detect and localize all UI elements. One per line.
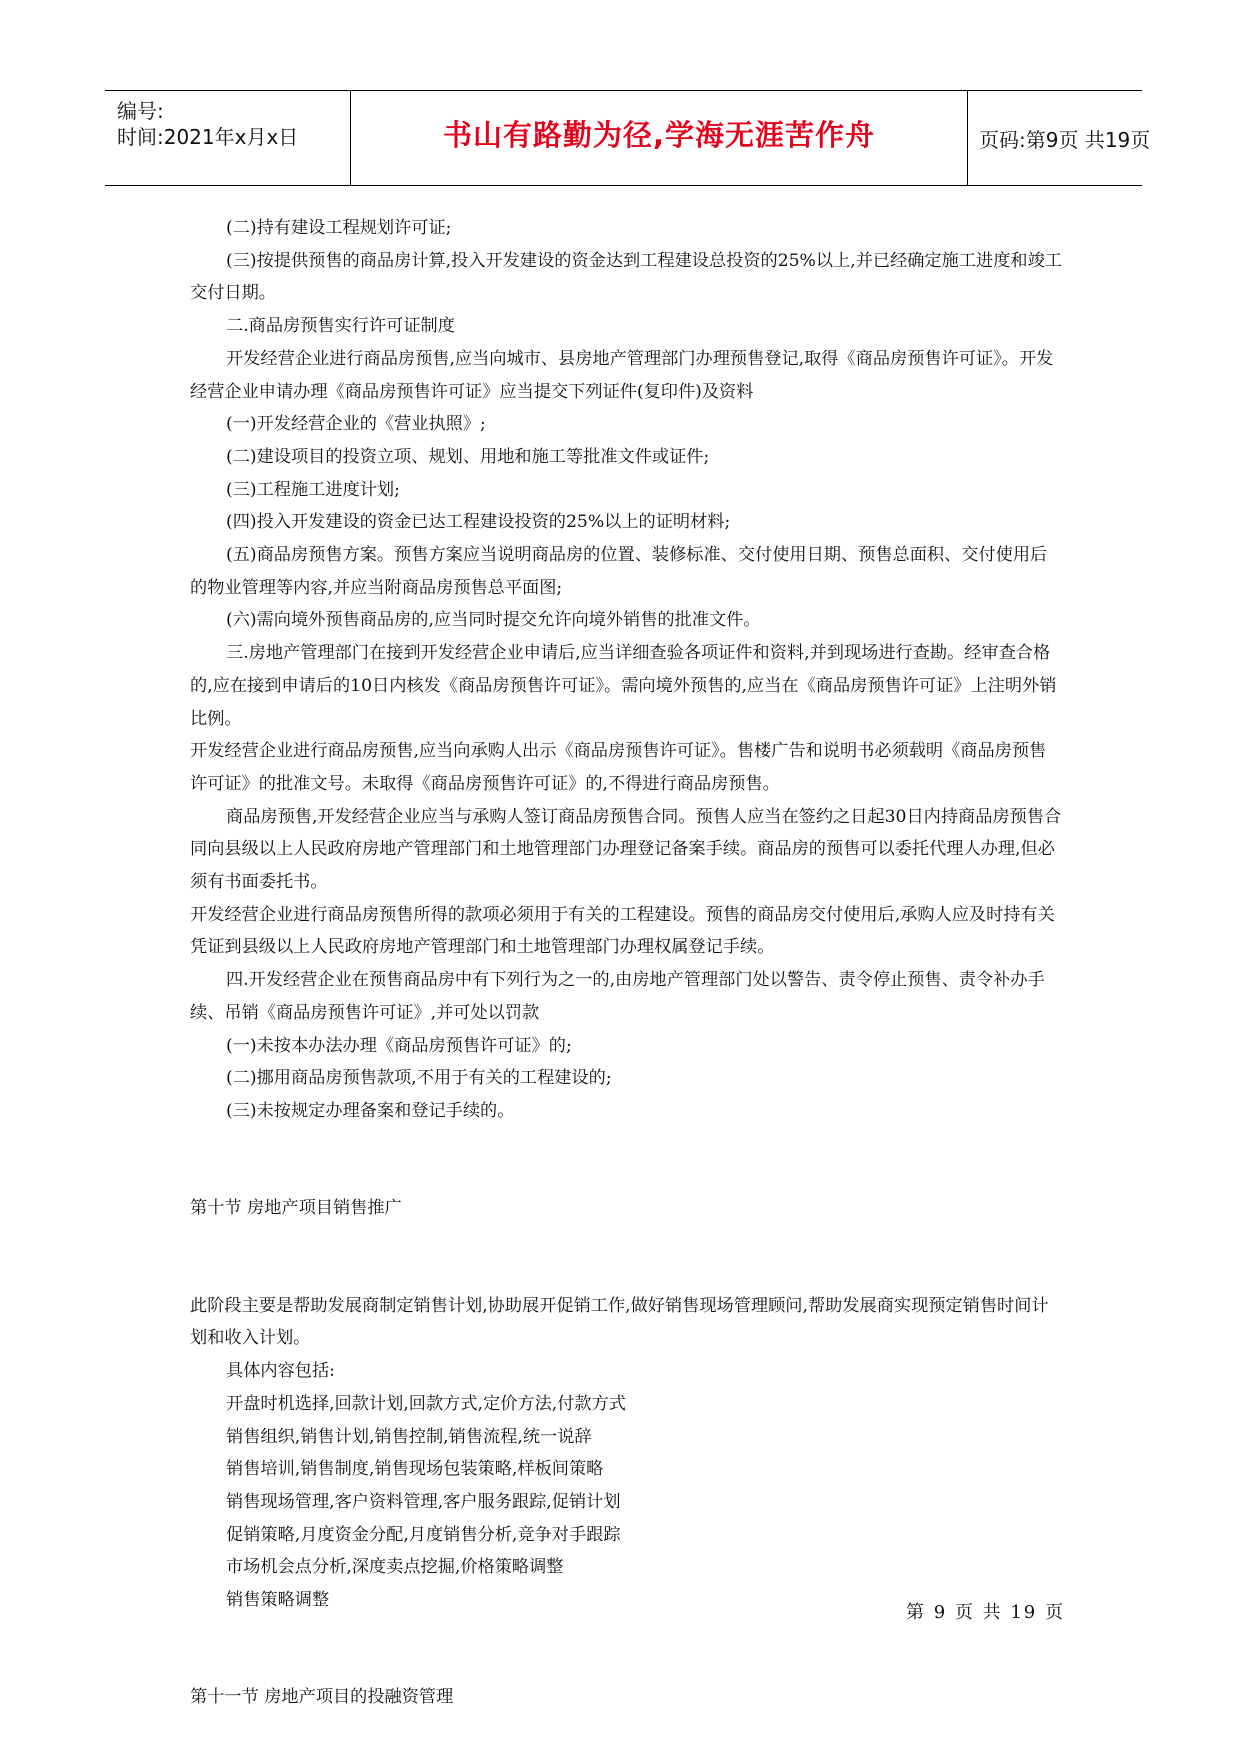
- body-paragraph: 第十一节 房地产项目的投融资管理: [190, 1687, 454, 1708]
- body-paragraph: 开盘时机选择,回款计划,回款方式,定价方法,付款方式: [226, 1393, 626, 1414]
- body-paragraph: 促销策略,月度资金分配,月度销售分析,竞争对手跟踪: [226, 1524, 621, 1545]
- blank-line: [190, 1633, 1062, 1666]
- header-page-label: 页码:第9页 共19页: [979, 128, 1151, 152]
- body-paragraph: (二)持有建设工程规划许可证;: [226, 218, 452, 238]
- body-paragraph: (一)未按本办法办理《商品房预售许可证》的;: [226, 1035, 572, 1056]
- blank-line: [190, 1241, 1062, 1274]
- body-paragraph: (一)开发经营企业的《营业执照》;: [226, 414, 486, 435]
- body-paragraph: 此阶段主要是帮助发展商制定销售计划,协助展开促销工作,做好销售现场管理顾问,帮助发展商实现预定销售时间计划和收入计划。: [190, 1295, 1049, 1349]
- header-info-cell: [117, 91, 357, 185]
- body-paragraph: (三)未按规定办理备案和登记手续的。: [226, 1100, 515, 1121]
- header-number-label: 编号:: [117, 99, 164, 123]
- body-paragraph: 三.房地产管理部门在接到开发经营企业申请后,应当详细查验各项证件和资料,并到现场进行查勘。经审查合格的,应在接到申请后的10日内核发《商品房预售许可证》。需向境外预售的,应当在《商品房预售许可证》上注明外销比例。: [190, 643, 1057, 729]
- body-paragraph: 销售现场管理,客户资料管理,客户服务跟踪,促销计划: [226, 1491, 621, 1512]
- body-paragraph: (四)投入开发建设的资金已达工程建设投资的25%以上的证明材料;: [226, 512, 731, 533]
- body-paragraph: 四.开发经营企业在预售商品房中有下列行为之一的,由房地产管理部门处以警告、责令停止预售、责令补办手续、吊销《商品房预售许可证》,并可处以罚款: [190, 970, 1045, 1023]
- body-paragraph: 销售培训,销售制度,销售现场包装策略,样板间策略: [226, 1459, 604, 1480]
- body-paragraph: 市场机会点分析,深度卖点挖掘,价格策略调整: [226, 1557, 564, 1578]
- header-motto-cell: [350, 91, 968, 185]
- body-paragraph: 开发经营企业进行商品房预售,应当向城市、县房地产管理部门办理预售登记,取得《商品房预售许可证》。开发经营企业申请办理《商品房预售许可证》应当提交下列证件(复印件)及资料: [190, 348, 1054, 402]
- body-paragraph: (六)需向境外预售商品房的,应当同时提交允许向境外销售的批准文件。: [226, 610, 761, 631]
- body-paragraph: 销售组织,销售计划,销售控制,销售流程,统一说辞: [226, 1426, 592, 1447]
- body-paragraph: (二)建设项目的投资立项、规划、用地和施工等批准文件或证件;: [226, 446, 710, 467]
- page-header: [105, 90, 1151, 186]
- body-paragraph: 二.商品房预售实行许可证制度: [226, 316, 455, 337]
- page-footer: 第 9 页 共 19 页: [906, 1602, 1065, 1623]
- body-paragraph: 开发经营企业进行商品房预售,应当向承购人出示《商品房预售许可证》。售楼广告和说明书必须载明《商品房预售许可证》的批准文号。未取得《商品房预售许可证》的,不得进行商品房预售。: [190, 741, 1047, 794]
- document-body: [190, 212, 1062, 1714]
- body-paragraph: (二)挪用商品房预售款项,不用于有关的工程建设的;: [226, 1068, 612, 1089]
- body-paragraph: 具体内容包括:: [226, 1361, 335, 1382]
- body-paragraph: (三)工程施工进度计划;: [226, 479, 400, 500]
- header-motto: 书山有路勤为径,学海无涯苦作舟: [442, 118, 876, 152]
- blank-line: [190, 1144, 1062, 1177]
- body-paragraph: 商品房预售,开发经营企业应当与承购人签订商品房预售合同。预售人应当在签约之日起30日内持商品房预售合同向县级以上人民政府房地产管理部门和土地管理部门办理登记备案手续。商品房的预售可以委托代理人办理,但必须有书面委托书。: [190, 806, 1062, 893]
- body-paragraph: 第十节 房地产项目销售推广: [190, 1198, 402, 1219]
- header-time-label: 时间:2021年x月x日: [117, 125, 299, 149]
- body-paragraph: (五)商品房预售方案。预售方案应当说明商品房的位置、装修标准、交付使用日期、预售总面积、交付使用后的物业管理等内容,并应当附商品房预售总平面图;: [190, 545, 1048, 598]
- header-page-cell: [967, 91, 1151, 185]
- body-paragraph: 销售策略调整: [226, 1590, 330, 1611]
- body-paragraph: 开发经营企业进行商品房预售所得的款项必须用于有关的工程建设。预售的商品房交付使用后,承购人应及时持有关凭证到县级以上人民政府房地产管理部门和土地管理部门办理权属登记手续。: [190, 904, 1055, 958]
- body-paragraph: (三)按提供预售的商品房计算,投入开发建设的资金达到工程建设总投资的25%以上,并已经确定施工进度和竣工交付日期。: [190, 250, 1062, 304]
